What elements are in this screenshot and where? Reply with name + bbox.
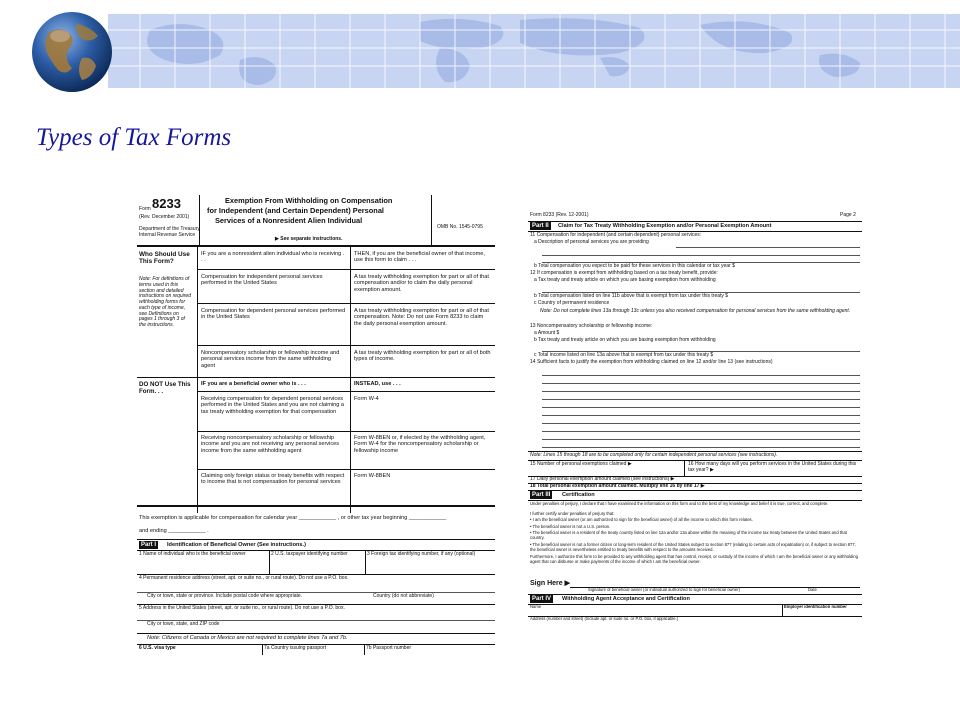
line17: 17 Daily personal exemption amount claimed (see instructions) ▶: [530, 476, 675, 482]
city-zip-label: City or town, state, and ZIP code: [147, 621, 220, 627]
row4-then: Form W-4: [354, 396, 379, 402]
line15: 15 Number of personal exemptions claimed ▶: [530, 461, 632, 467]
line12a: a Tax treaty and treaty article on which you are basing exemption from withholding: [534, 277, 716, 283]
do-not-use-heading: DO NOT Use This Form. . .: [139, 381, 191, 396]
line11b: b Total compensation you expect to be paid for these services in this calendar or tax year $: [534, 263, 735, 269]
form-number: 8233: [152, 196, 181, 211]
cert-declaration: Under penalties of perjury, I declare that I have examined the information on this form and to the best of my knowledge and belief it is true, correct, and complete.: [530, 501, 829, 506]
row3-then: A tax treaty withholding exemption for part or all of both types of income.: [354, 350, 491, 363]
form-title-1: Exemption From Withholding on Compensation: [225, 196, 393, 205]
cert-bullet-4: • The beneficial owner is not a former citizen or long-term resident of the United States subject to section 877 (relating to certain acts of expatriation) or, if subject to section 877, the beneficial owner is nevertheless entitled to treaty benefits with respect to the amounts received.: [530, 542, 856, 552]
row6-if: Claiming only foreign status or treaty benefits with respect to income that is not compensation for personal services: [201, 473, 345, 486]
line11a: a Description of personal services you are providing: [534, 239, 649, 245]
line1-label: 1 Name of individual who is the beneficial owner: [139, 551, 246, 557]
part3-title: Certification: [562, 492, 595, 498]
line13: 13 Noncompensatory scholarship or fellowship income:: [530, 323, 653, 329]
part2-label: Part II: [532, 223, 549, 229]
line12: 12 If compensation is exempt from withholding based on a tax treaty benefit, provide:: [530, 270, 718, 276]
calendar-year-line: This exemption is applicable for compensation for calendar year ____________ , or other tax year beginning ____________: [139, 515, 447, 521]
row2-if: Compensation for dependent personal services performed in the United States: [201, 308, 346, 321]
line14: 14 Sufficient facts to justify the exemption from withholding claimed on line 12 and/or line 13 (see instructions): [530, 359, 773, 365]
line2-label: 2 U.S. taxpayer identifying number: [271, 551, 348, 557]
form-revision: (Rev. December 2001): [139, 214, 190, 220]
note-line15: Note: Lines 15 through 18 are to be completed only for certain independent personal services (see instructions).: [530, 452, 778, 458]
row1-if: Compensation for independent personal services performed in the United States: [201, 274, 323, 287]
dept-line-2: Internal Revenue Service: [139, 232, 196, 238]
canada-mexico-note: Note: Citizens of Canada or Mexico are not required to complete lines 7a and 7b.: [147, 635, 348, 641]
cert-bullet-1: • I am the beneficial owner (or am authorized to sign for the beneficial owner) of all the income to which this form relates.: [530, 517, 753, 522]
form-8233-page1: [137, 195, 495, 655]
line13b: b Tax treaty and treaty article on which you are basing exemption from withholding: [534, 337, 716, 343]
omb-number: OMB No. 1545-0795: [437, 224, 483, 230]
sign-here: Sign Here ▶: [530, 580, 571, 587]
address-label: Address (number and street) (Include apt. or suite no. or P.O. box, if applicable.): [530, 616, 679, 621]
world-map-banner: [0, 0, 960, 88]
page2-header-right: Page 2: [840, 212, 856, 218]
line7b-label: 7b Passport number: [366, 645, 412, 651]
line12c: c Country of permanent residence: [534, 300, 610, 306]
city-country-label: City or town, state or province. Include postal code where appropriate.: [147, 593, 303, 599]
line13a: a Amount $: [534, 330, 560, 336]
line4-label: 4 Permanent residence address (street, apt. or suite no., or rural route). Do not use a P.O. box.: [139, 575, 349, 581]
date-label: Date: [808, 587, 817, 592]
who-should-heading: Who Should Use This Form?: [139, 251, 190, 266]
row5-if: Receiving noncompensatory scholarship or fellowship income and you are not receiving any personal services income from the same withholding agent: [201, 435, 340, 454]
line13c: c Total income listed on line 13a above that is exempt from tax under this treaty $: [534, 352, 714, 358]
part4-label: Part IV: [532, 596, 552, 602]
form-title-3: Services of a Nonresident Alien Individual: [215, 216, 363, 225]
line12b: b Total compensation listed on line 11b above that is exempt from tax under this treaty $: [534, 293, 729, 299]
row1-then: A tax treaty withholding exemption for part or all of that compensation and/or to claim the daily personal exemption amount.: [354, 274, 489, 293]
see-instructions: ▶ See separate instructions.: [275, 236, 343, 242]
definitions-note: Note: For definitions of terms used in this section and detailed instructions on required withholding forms for each type of income, see Definitions on pages 1 through 3 of the instructions.: [139, 276, 191, 328]
ein-label: Employer identification number: [784, 604, 847, 609]
row4-if: Receiving compensation for dependent personal services performed in the United States and you are not claiming a tax treaty withholding exemption for that compensation: [201, 396, 345, 415]
part3-label: Part III: [532, 492, 551, 498]
slide-title: Types of Tax Forms: [36, 124, 232, 151]
part2-title: Claim for Tax Treaty Withholding Exemption and/or Personal Exemption Amount: [558, 223, 772, 229]
cert-bullet-2: • The beneficial owner is not a U.S. person.: [530, 524, 611, 529]
cert-authorization: Furthermore, I authorize this form to be provided to any withholding agent that has control, receipt, or custody of the income of which I am the beneficial owner or any withholding agent that can disburse or make payments of the income of which I am the beneficial owner.: [530, 554, 858, 564]
country-label: Country (do not abbreviate): [373, 593, 434, 599]
then-header: THEN, if you are the beneficial owner of that income, use this form to claim . . .: [354, 251, 485, 264]
row6-then: Form W-8BEN: [354, 473, 391, 479]
form-title-2: for Independent (and Certain Dependent) Personal: [207, 206, 384, 215]
if-header-2: IF you are a beneficial owner who is . . .: [201, 381, 306, 387]
globe-icon: [30, 10, 114, 94]
page2-header-left: Form 8233 (Rev. 12-2001): [530, 212, 589, 218]
part1-label: Part I: [141, 542, 157, 548]
row5-then: Form W-8BEN or, if elected by the withholding agent, Form W-4 for the noncompensatory scholarship or fellowship income: [354, 435, 486, 454]
note-line13: Note: Do not complete lines 13a through 13c unless you also received compensation for personal services from the same withholding agent.: [540, 308, 851, 314]
part1-title: Identification of Beneficial Owner (See instructions.): [167, 542, 306, 548]
part4-title: Withholding Agent Acceptance and Certification: [562, 596, 690, 602]
line3-label: 3 Foreign tax identifying number, if any (optional): [367, 551, 476, 557]
signature-caption: Signature of beneficial owner (or individual authorized to sign for beneficial owner): [588, 587, 740, 592]
row3-if: Noncompensatory scholarship or fellowship income and personal services income from the same withholding agent: [201, 350, 340, 369]
line16: 16 How many days will you perform services in the United States during this tax year? ▶: [688, 461, 857, 473]
form-label: Form: [139, 206, 151, 212]
line6-label: 6 U.S. visa type: [139, 645, 176, 651]
cert-further: I further certify under penalties of perjury that:: [530, 511, 615, 516]
form-8233-page2: [528, 210, 862, 630]
cert-bullet-3: • The beneficial owner is a resident of the treaty country listed on line 12a and/or 13a above within the meaning of the income tax treaty between the United States and that country.: [530, 530, 847, 540]
dept-line-1: Department of the Treasury: [139, 226, 200, 232]
line5-label: 5 Address in the United States (street, apt. or suite no., or rural route). Do not use a P.O. box.: [139, 605, 345, 611]
ending-line: and ending ____________ .: [139, 528, 209, 534]
line18: 18 Total personal exemption amount claimed. Multiply line 16 by line 17 ▶: [530, 483, 705, 489]
line11: 11 Compensation for independent (and certain dependent) personal services:: [530, 232, 702, 238]
instead-header: INSTEAD, use . . .: [354, 381, 401, 387]
row2-then: A tax treaty withholding exemption for part or all of that compensation. Note: Do not use Form 8233 to claim the daily personal exemption amount.: [354, 308, 489, 327]
line7a-label: 7a Country issuing passport: [264, 645, 326, 651]
if-header: IF you are a nonresident alien individual who is receiving . . .: [201, 251, 345, 264]
name-label: Name: [530, 604, 542, 609]
